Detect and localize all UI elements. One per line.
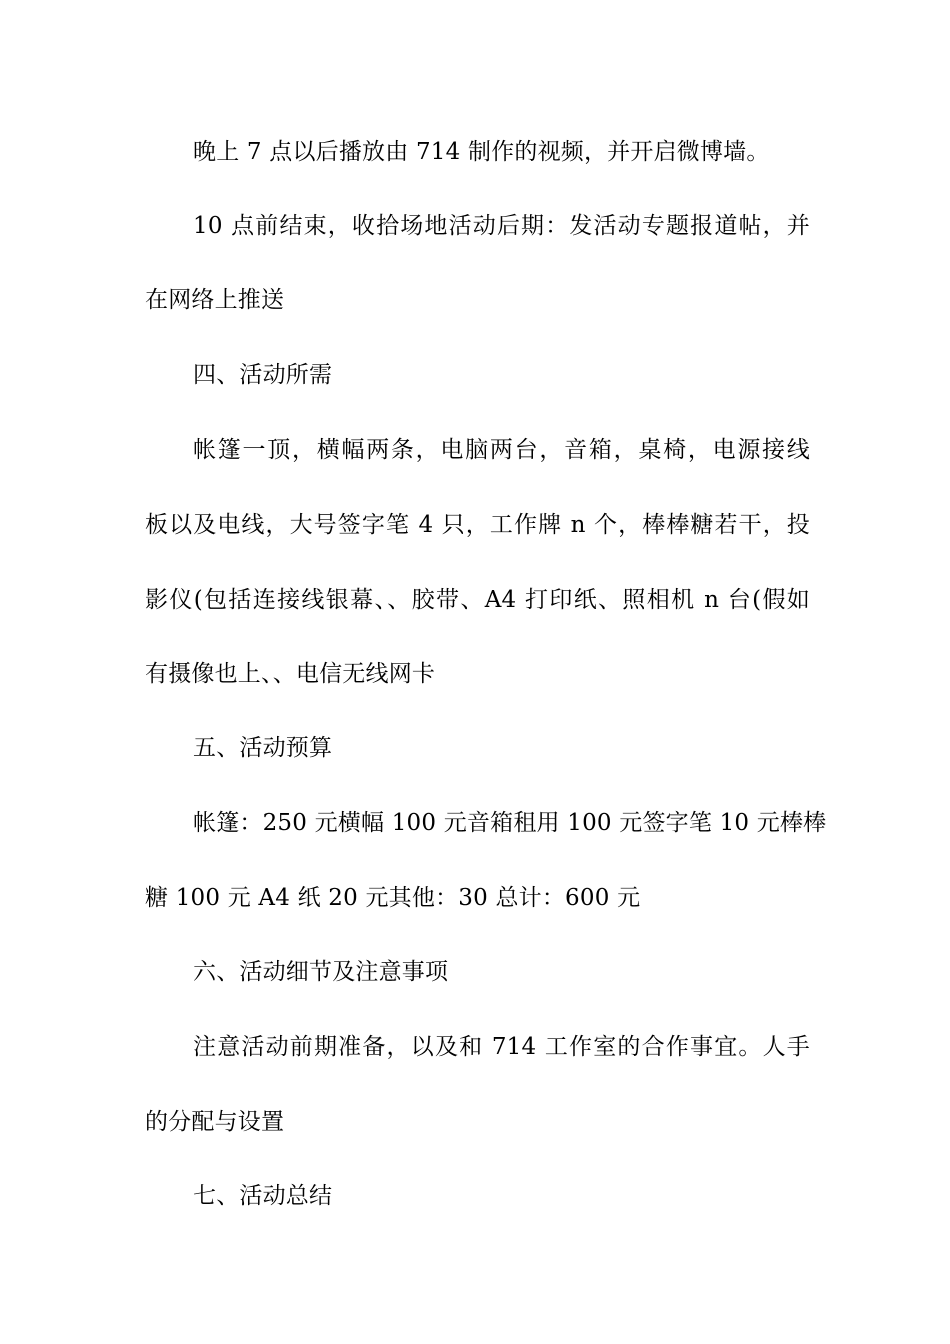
text-line-details-1: 注意活动前期准备，以及和 714 工作室的合作事宜。人手 xyxy=(193,1034,810,1060)
section-heading-details: 六、活动细节及注意事项 xyxy=(193,959,449,985)
text-line-end-time: 10 点前结束，收拾场地活动后期：发活动专题报道帖，并 xyxy=(193,213,810,239)
text-line-requirements-2: 板以及电线，大号签字笔 4 只，工作牌 n 个，棒棒糖若干，投 xyxy=(145,512,810,538)
text-line-requirements-3: 影仪(包括连接线银幕、、胶带、A4 打印纸、照相机 n 台(假如 xyxy=(145,587,810,613)
text-line-evening-video: 晚上 7 点以后播放由 714 制作的视频，并开启微博墙。 xyxy=(193,139,770,165)
text-line-requirements-1: 帐篷一顶，横幅两条，电脑两台，音箱，桌椅，电源接线 xyxy=(193,437,810,463)
section-heading-summary: 七、活动总结 xyxy=(193,1183,333,1209)
text-line-budget-2: 糖 100 元 A4 纸 20 元其他：30 总计：600 元 xyxy=(145,885,641,911)
text-line-requirements-4: 有摄像也上、、电信无线网卡 xyxy=(145,661,436,687)
section-heading-budget: 五、活动预算 xyxy=(193,735,333,761)
text-line-online-push: 在网络上推送 xyxy=(145,287,285,313)
text-line-details-2: 的分配与设置 xyxy=(145,1109,285,1135)
section-heading-requirements: 四、活动所需 xyxy=(193,362,333,388)
text-line-budget-1: 帐篷：250 元横幅 100 元音箱租用 100 元签字笔 10 元棒棒 xyxy=(193,810,827,836)
